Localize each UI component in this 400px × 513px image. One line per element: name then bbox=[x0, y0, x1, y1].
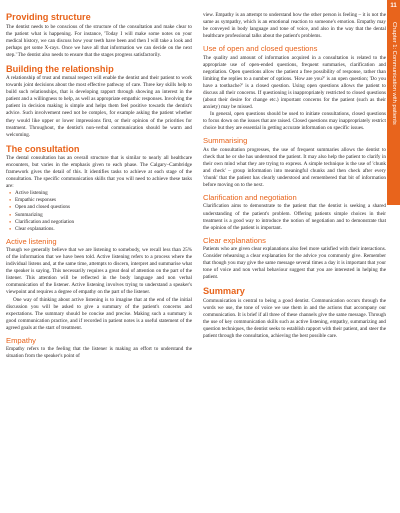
heading-summary: Summary bbox=[203, 286, 245, 297]
heading-open-closed-questions: Use of open and closed questions bbox=[203, 44, 318, 54]
left-column bbox=[6, 12, 192, 360]
chapter-side-tab bbox=[387, 0, 400, 205]
heading-clear-explanations: Clear explanations bbox=[203, 235, 266, 245]
empathy-continued-text: view. Empathy is an attempt to understand how the other person is feeling – it is not the same as sympathy, which is an emotional reaction to someone's emotion. Empathy may be conveyed in body language and tone of voice, and also in the way that the dental healthcare professional talks about the patient's problems. bbox=[203, 12, 386, 40]
list-item: ● Open and closed questions bbox=[9, 204, 192, 211]
explanations-text: Patients who are given clear explanations also feel more satisfied with their interactions. Consider rehearsing a clear explanation for the advice you commonly give. Remember that though you may give the same message several times a day it is important that your tone of voice and non verbal behaviour suggest that you are interested in helping the patient. bbox=[203, 246, 386, 281]
empathy-text: Empathy refers to the feeling that the listener is making an effort to understand the situation from the speaker's point of bbox=[6, 346, 192, 360]
providing-structure-text: The dentist needs to be conscious of the structure of the consultation and make clear to the patient what is happening. For instance, 'Today I will make some notes on your medical history, we can discuss how your teeth have been and then I will take a look and perhaps get some X-rays. Once we have all that information we can decide on the next step.' The dentist also needs to ensure that the stages progress satisfactorily. bbox=[6, 23, 192, 58]
questions-text-2: In general, open questions should be used to initiate consultations, closed questions to focus down on the issues that are raised. Closed questions may inappropriately restrict choice but they are essential in getting accurate information on specific issues. bbox=[203, 111, 386, 132]
summary-text: Communication is central to being a good dentist. Communication occurs through the words we use, the tone of voice we use them in and the actions that accompany our communication. It is brief if all three of these channels give the same message. Through the use of key communication skills such as active listening, empathy, summarizing and question techniques, the dentist seeks to establish rapport with their patient, and steer the patient through the consultation, achieving the best possible care. bbox=[203, 297, 386, 340]
heading-providing-structure: Providing structure bbox=[6, 12, 91, 22]
active-listening-text-2: One way of thinking about active listening is to imagine that at the end of the initial discussion you will be asked to give a summary of the patient's concerns and expectations. The summary should be concise and precise. Making such a summary is good communication practice, and if recorded in patient notes is a useful statement of the agreed goals at the start of treatment. bbox=[6, 296, 192, 331]
list-item: ● Clear explanations. bbox=[9, 226, 192, 233]
questions-text-1: The quality and amount of information acquired in a consultation is related to the appropriate use of open-ended questions, frequent summaries, clarification and negotiation. Open questions allow the patient a free possibility of response, rather than limiting the replies to a number of options. 'How are you?' is an open question; 'Do you have a toothache?' is a closed question. Using open questions allows the patient to discuss all their concerns. If questioning is inappropriately restricted to closed questions (about their desire for change etc.) important concerns for the patient (such as their anxiety) may be missed. bbox=[203, 54, 386, 111]
list-item: ● Empathic responses bbox=[9, 197, 192, 204]
heading-active-listening: Active listening bbox=[6, 236, 57, 246]
summarising-text: As the consultation progresses, the use of frequent summaries allows the dentist to check that he or she has understood the patient. It may also help the patient to clarify in their own mind what they are trying to express. A simple technique is the use of 'chunk and check' – group information into meaningful chunks and then check after every 'chunk' that the patient has clearly understood and remembered that bit of information before moving on to the next. bbox=[203, 146, 386, 188]
heading-building-relationship: Building the relationship bbox=[6, 63, 114, 74]
heading-clarification: Clarification and negotiation bbox=[203, 192, 297, 202]
heading-empathy: Empathy bbox=[6, 335, 36, 345]
heading-summarising: Summarising bbox=[203, 136, 248, 146]
clarification-text: Clarification aims to demonstrate to the patient that the dentist is seeking a shared understanding of the patient's problem. Offering patients simple choices in their treatment is a good way to introduce the notion of negotiation and to demonstrate that the opinion of the patient is important. bbox=[203, 203, 386, 231]
skills-list bbox=[9, 190, 192, 232]
chapter-label: Chapter 1: Communication with patients bbox=[391, 22, 397, 125]
building-relationship-text: A relationship of trust and mutual respect will enable the dentist and their patient to work towards joint decisions about the most effective pathway of care. Three key skills help to build such relationships, that is developing rapport through showing an interest in the patient and a willingness to help, as well as appropriate empathic responses. Involving the patient in decision making is simple and helps them feel positive towards the dentist's advice. Such involvement need not be complex, for example asking the patient whether they would like upper or lower impressions first, or their opinion of the priorities for treatment. Throughout, the dentist's non-verbal communication should be warm and welcoming. bbox=[6, 75, 192, 138]
list-item: ● Summarizing bbox=[9, 212, 192, 219]
list-item: ● Active listening bbox=[9, 190, 192, 197]
heading-consultation: The consultation bbox=[6, 143, 80, 154]
right-column bbox=[203, 12, 386, 340]
page-number: 11 bbox=[390, 3, 397, 9]
active-listening-text-1: Though we generally believe that we are listening to somebody, we recall less than 25% of the information that we have been told. Active listening refers to a process where the individual listens and, at the same time, attempts to discern, interpret and summarise what the speaker is saying. This necessarily requires a great deal of attention on the part of the listener. This attention will be reflected in the body language and non verbal communication of the listener. Active listening involves trying to understand a speaker's viewpoint and requires a degree of empathy on the part of the listener. bbox=[6, 247, 192, 296]
consultation-text: The dental consultation has an overall structure that is similar to nearly all healthcare encounters, but varies in the emphasis given to each phase. The Calgary–Cambridge framework gives the detail of this. It identifies tasks to achieve at each stage of the consultation. The specific communication skills that you will need to achieve these tasks are: bbox=[6, 155, 192, 190]
list-item: ● Clarification and negotiation bbox=[9, 219, 192, 226]
